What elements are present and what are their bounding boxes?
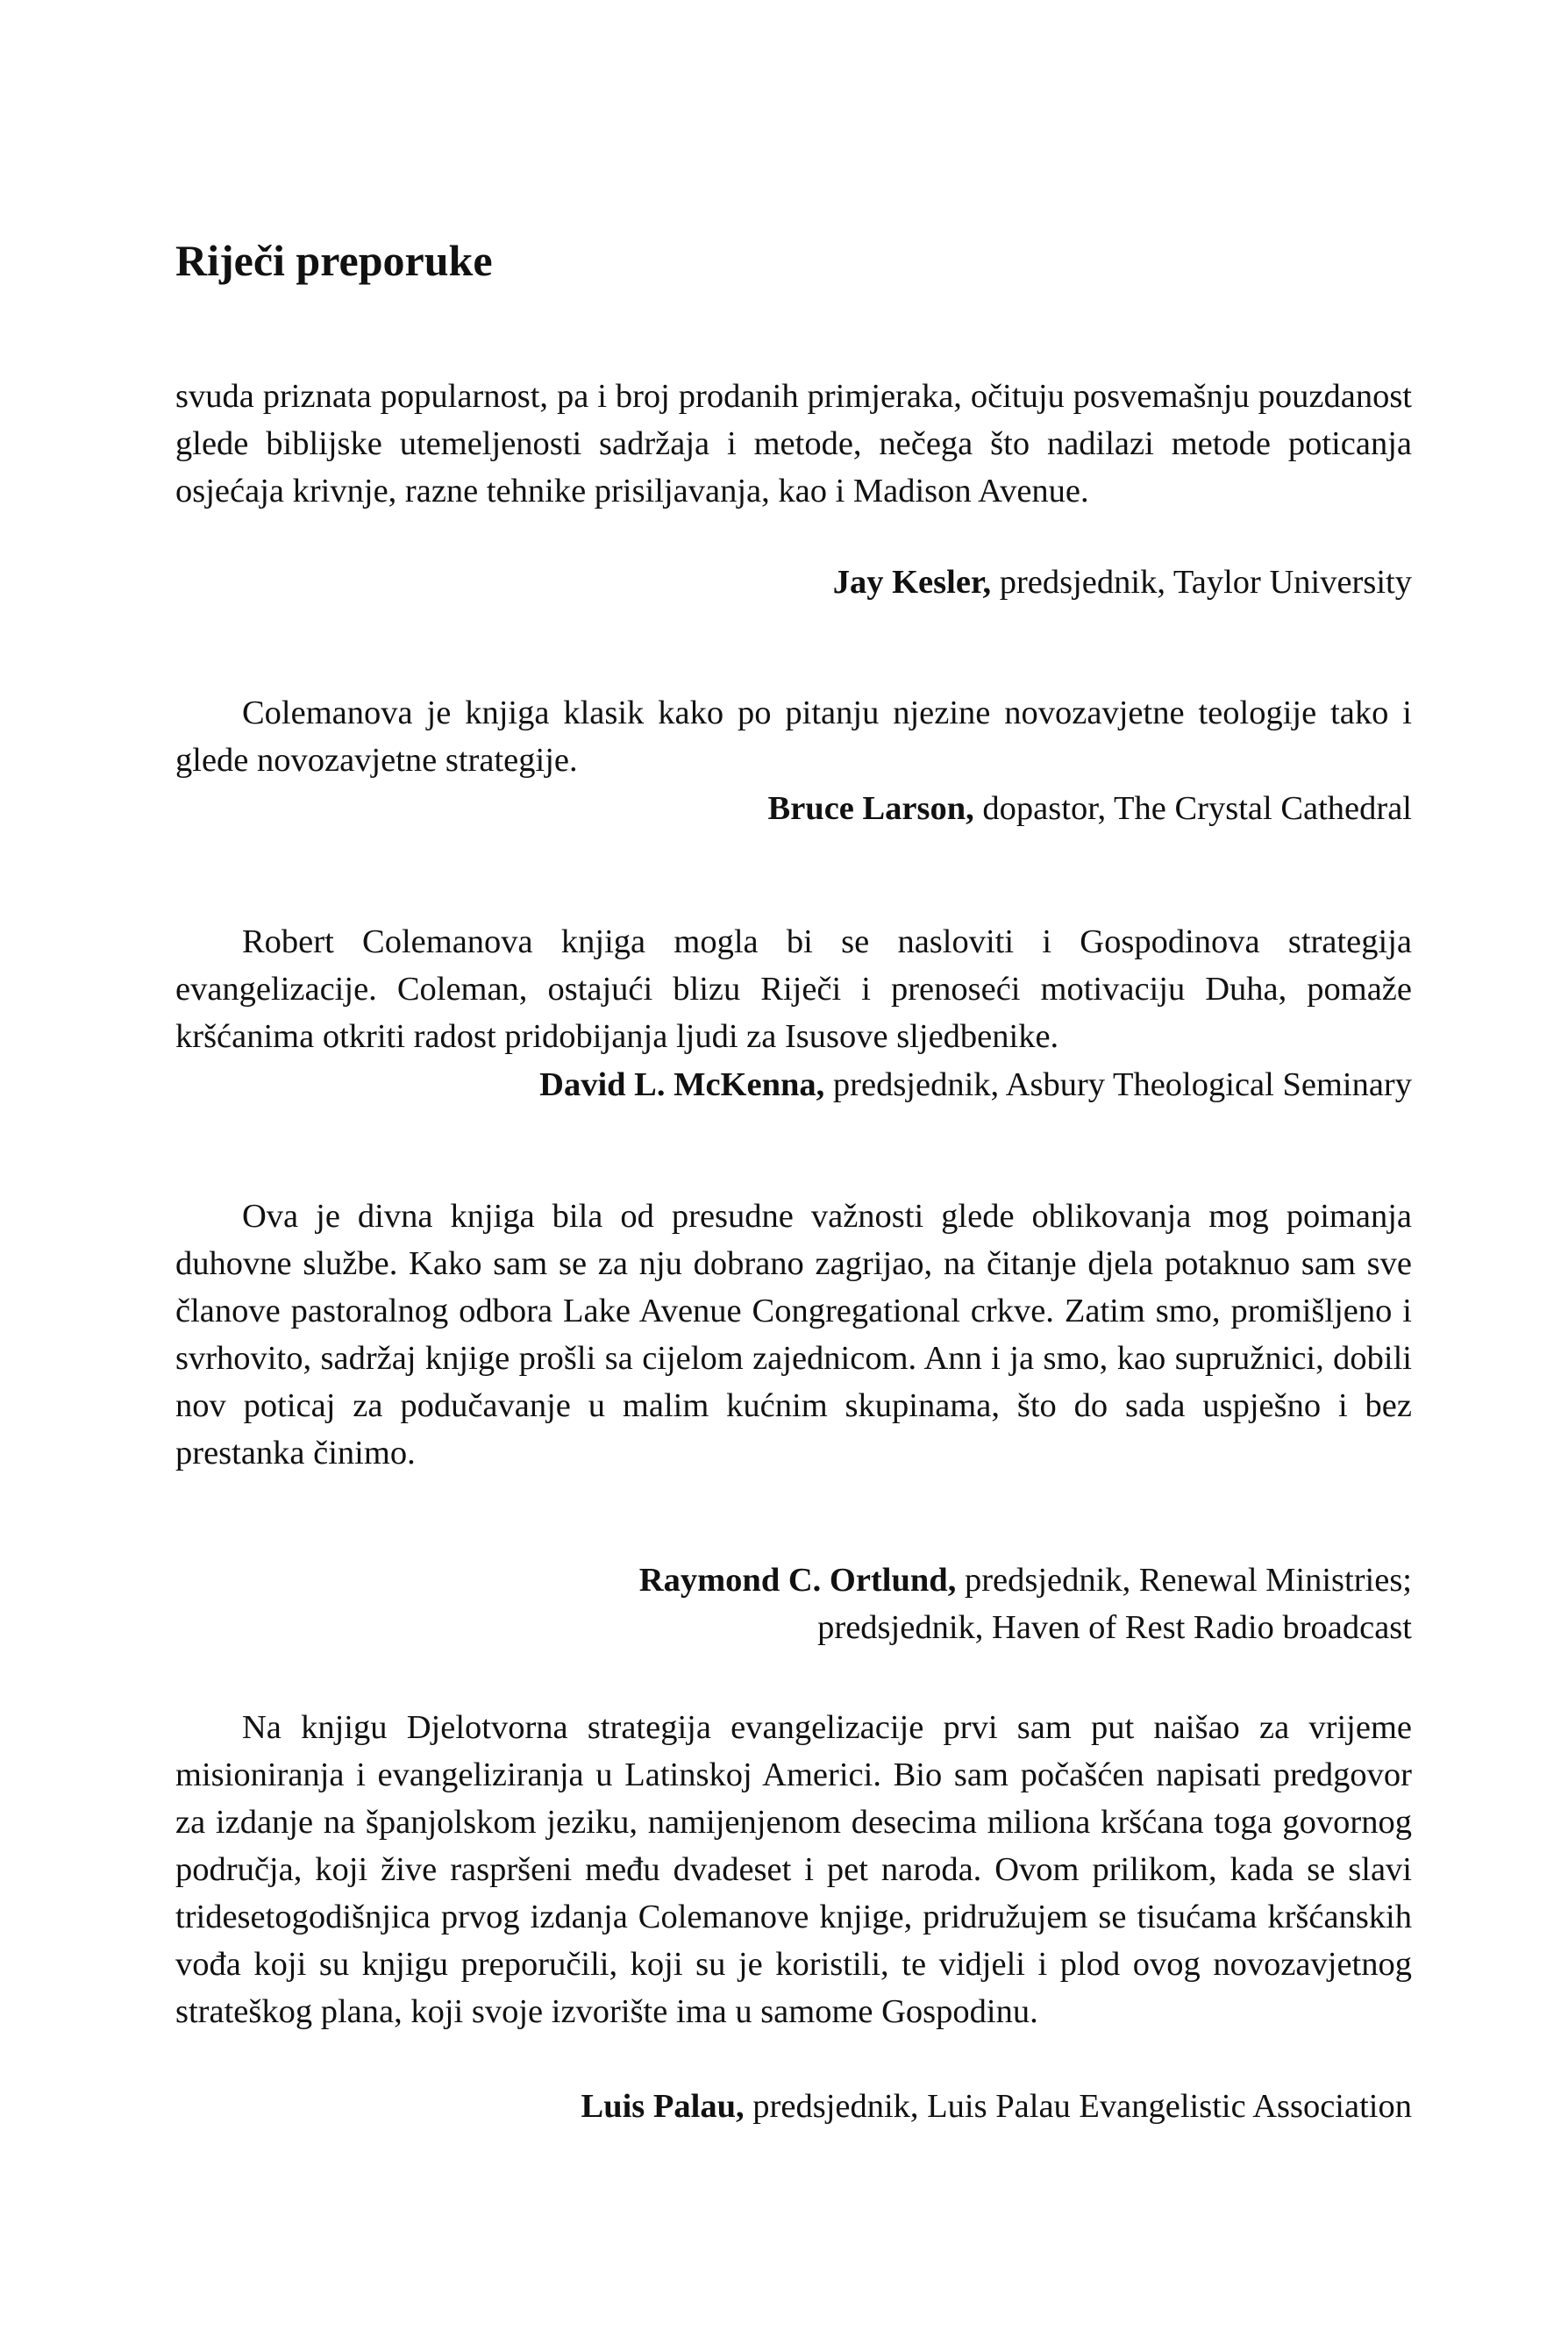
endorser-name: Luis Palau, bbox=[581, 2088, 745, 2125]
endorsement-text: Colemanova je knjiga klasik kako po pitanju njezine novozavjetne teologije tako i glede novozavjetne strategije. bbox=[175, 695, 1412, 779]
endorser-name: Jay Kesler, bbox=[832, 564, 992, 601]
endorsement-attribution bbox=[539, 1061, 1412, 1108]
endorser-role: predsjednik, Luis Palau Evangelistic Association bbox=[744, 2088, 1412, 2125]
endorsement-text: svuda priznata popularnost, pa i broj prodanih primjeraka, očituju posvemašnju pouzdanost glede biblijske utemeljenosti sadržaja i metode, nečega što nadilazi metode poticanja osjećaja krivnje, razne tehnike prisiljavanja, kao i Madison Avenue. bbox=[175, 378, 1412, 509]
endorsement-attribution bbox=[833, 559, 1412, 606]
endorsement-text: Ova je divna knjiga bila od presudne važnosti glede oblikovanja mog poimanja duhovne službe. Kako sam se za nju dobrano zagrijao, na čitanje djela potaknuo sam sve članove pastoralnog odbora Lake Avenue Congregational crkve. Zatim smo, promišljeno i svrhovito, sadržaj knjige prošli sa cijelom zajednicom. Ann i ja smo, kao supružnici, dobili nov poticaj za podučavanje u malim kućnim skupinama, što do sada uspješno i bez prestanka činimo. bbox=[175, 1198, 1412, 1471]
endorsement-attribution bbox=[639, 1557, 1412, 1651]
endorser-role: predsjednik, Taylor University bbox=[991, 564, 1412, 601]
endorser-role: predsjednik, Asbury Theological Seminary bbox=[824, 1066, 1412, 1103]
endorser-name: Bruce Larson, bbox=[767, 790, 974, 827]
endorser-role: predsjednik, Renewal Ministries; bbox=[956, 1562, 1412, 1599]
page-title: Riječi preporuke bbox=[175, 236, 493, 285]
endorsement-attribution bbox=[768, 785, 1412, 832]
endorsement-text: Na knjigu Djelotvorna strategija evangelizacije prvi sam put naišao za vrijeme misioniranja i evangeliziranja u Latinskoj Americi. Bio sam počašćen napisati predgovor za izdanje na španjolskom jeziku, namijenjenom desecima miliona kršćana toga govornog područja, koji žive raspršeni među dvadeset i pet naroda. Ovom prilikom, kada se slavi tridesetogodišnjica prvog izdanja Colemanove knjige, pridružujem se tisućama kršćanskih vođa koji su knjigu preporučili, koji su je koristili, te vidjeli i plod ovog novozavjetnog strateškog plana, koji svoje izvorište ima u samome Gospodinu. bbox=[175, 1709, 1412, 2030]
endorsement-text: Robert Colemanova knjiga mogla bi se nasloviti i Gospodinova strategija evangelizacije. Coleman, ostajući blizu Riječi i prenoseći motivaciju Duha, pomaže kršćanima otkriti radost pridobijanja ljudi za Isusove sljedbenike. bbox=[175, 923, 1412, 1055]
endorser-role: dopastor, The Crystal Cathedral bbox=[973, 790, 1412, 827]
endorser-role-secondary: predsjednik, Haven of Rest Radio broadcast bbox=[817, 1609, 1412, 1646]
endorsement-attribution bbox=[581, 2083, 1412, 2130]
endorser-name: Raymond C. Ortlund, bbox=[638, 1562, 957, 1599]
endorser-name: David L. McKenna, bbox=[539, 1066, 825, 1103]
